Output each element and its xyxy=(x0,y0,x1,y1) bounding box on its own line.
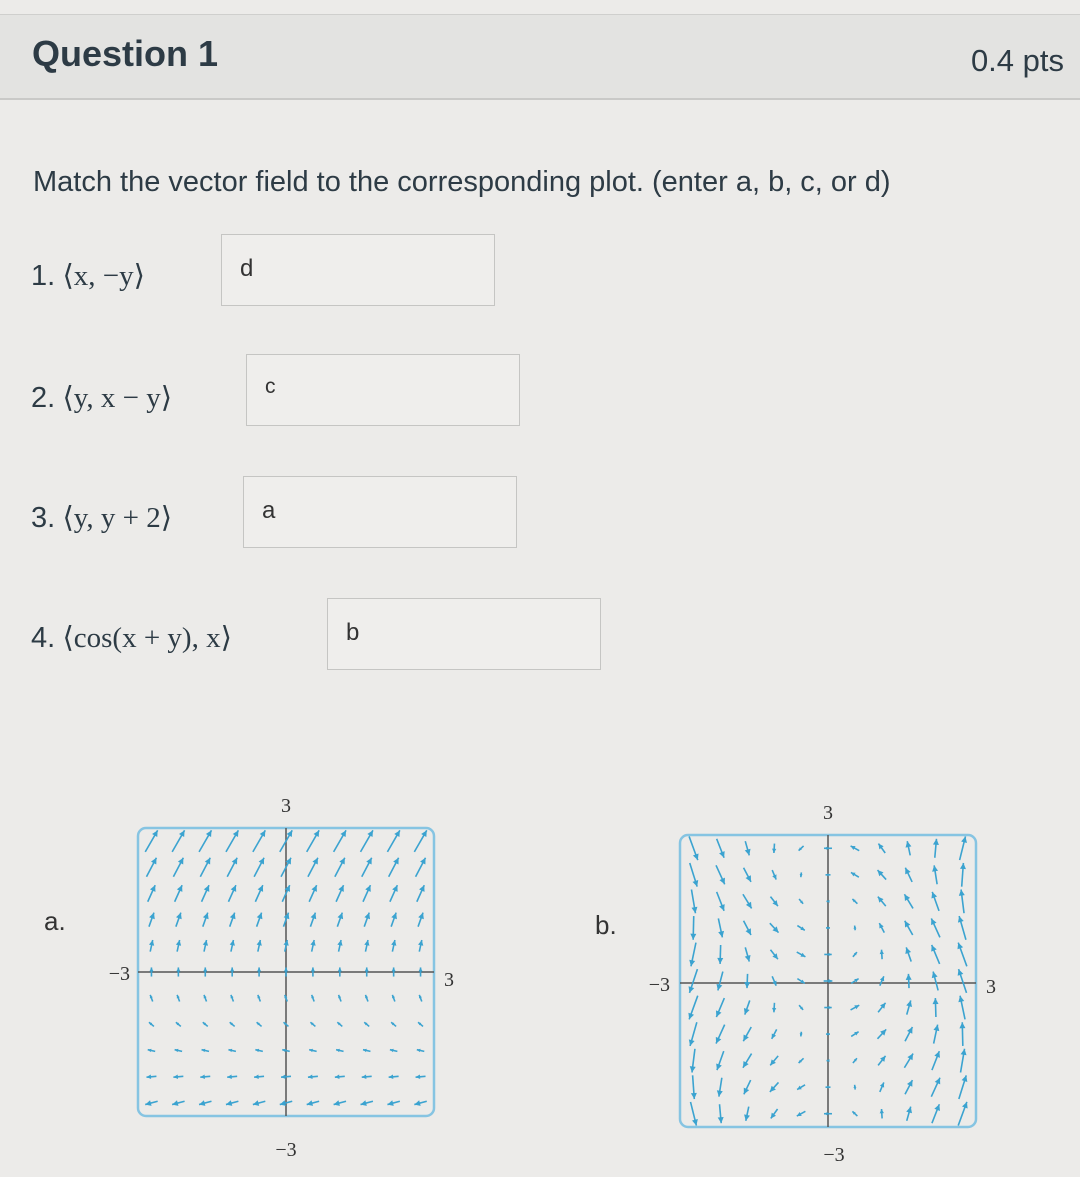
vector-arrowhead xyxy=(203,940,208,946)
vector-arrowhead xyxy=(146,1075,151,1079)
vector-arrowhead xyxy=(418,913,424,920)
vector-arrowhead xyxy=(257,913,263,920)
instructions: Match the vector field to the corresponding plot. (enter a, b, c, or d) xyxy=(33,166,891,198)
tick-label-bottom: −3 xyxy=(275,1139,297,1161)
vector-field-plot-a xyxy=(100,790,470,1170)
vector-arrowhead xyxy=(176,967,180,971)
vector-arrowhead xyxy=(905,947,911,954)
vector-arrowhead xyxy=(337,940,342,946)
item-2 xyxy=(31,380,172,415)
vector-arrowhead xyxy=(389,1075,394,1079)
question-header xyxy=(0,14,1080,100)
vector-field-label: ⟨y, y + 2⟩ xyxy=(62,502,173,534)
vector-arrowhead xyxy=(230,967,234,971)
answer-field-4[interactable]: b xyxy=(327,598,601,670)
vector-arrowhead xyxy=(933,839,939,845)
vector-field-plot-b xyxy=(640,795,1010,1175)
vector-arrowhead xyxy=(230,940,235,946)
vector-arrowhead xyxy=(933,1025,939,1031)
vector-arrowhead xyxy=(906,974,912,980)
vector-arrowhead xyxy=(744,1114,750,1120)
vector-arrowhead xyxy=(880,950,884,954)
tick-label-bottom: −3 xyxy=(823,1144,845,1166)
vector-arrowhead xyxy=(391,913,397,920)
vector-arrowhead xyxy=(227,1075,232,1079)
vector-arrowhead xyxy=(880,1109,884,1113)
vector-arrowhead xyxy=(392,967,396,971)
vector-arrowhead xyxy=(311,913,317,920)
vector-arrowhead xyxy=(203,967,207,971)
answer-field-2[interactable]: c xyxy=(246,354,520,426)
tick-label-left: −3 xyxy=(648,974,670,996)
vector-arrowhead xyxy=(335,1075,340,1079)
vector-arrowhead xyxy=(906,841,912,847)
vector-arrowhead xyxy=(257,967,261,971)
vector-arrowhead xyxy=(338,967,342,971)
item-number: 4. xyxy=(31,622,56,654)
plot-a-label: a. xyxy=(44,906,66,936)
vector-arrowhead xyxy=(960,863,966,869)
vector-arrowhead xyxy=(176,940,181,946)
item-1 xyxy=(31,258,145,293)
vector-arrowhead xyxy=(254,1075,259,1079)
vector-arrowhead xyxy=(365,967,369,971)
vector-arrowhead xyxy=(311,967,315,971)
vector-arrowhead xyxy=(418,940,423,946)
vector-arrowhead xyxy=(203,913,209,920)
tick-label-left: −3 xyxy=(108,963,130,985)
vector-arrowhead xyxy=(961,836,967,843)
vector-arrowhead xyxy=(416,1075,421,1079)
vector-arrowhead xyxy=(826,1086,829,1089)
answer-field-1[interactable]: d xyxy=(221,234,495,306)
vector-arrowhead xyxy=(200,1075,205,1079)
plot-b-label: b. xyxy=(595,910,617,940)
vector-arrowhead xyxy=(689,960,695,966)
vector-arrowhead xyxy=(257,940,262,946)
vector-arrowhead xyxy=(824,846,828,850)
item-number: 1. xyxy=(31,260,56,292)
question-points: 0.4 pts xyxy=(970,43,1064,78)
vector-arrowhead xyxy=(826,873,829,876)
vector-arrowhead xyxy=(824,1112,828,1116)
vector-arrowhead xyxy=(717,958,723,964)
vector-arrowhead xyxy=(281,1075,286,1079)
vector-arrowhead xyxy=(692,1119,698,1126)
vector-arrowhead xyxy=(828,953,831,956)
vector-arrowhead xyxy=(337,913,343,920)
tick-label-right: 3 xyxy=(986,976,996,998)
vector-field-label: ⟨y, x − y⟩ xyxy=(62,382,173,414)
vector-arrowhead xyxy=(364,940,369,946)
vector-arrowhead xyxy=(961,1049,967,1055)
vector-arrowhead xyxy=(744,982,750,988)
vector-arrowhead xyxy=(689,986,695,993)
vector-field-label: ⟨cos(x + y), x⟩ xyxy=(62,622,232,654)
vector-arrowhead xyxy=(418,967,422,971)
vector-arrowhead xyxy=(391,940,396,946)
vector-arrowhead xyxy=(284,967,288,971)
vector-arrowhead xyxy=(772,1008,776,1012)
tick-label-top: 3 xyxy=(823,802,833,824)
vector-arrowhead xyxy=(718,1117,724,1123)
vector-arrowhead xyxy=(690,934,696,940)
vector-arrowhead xyxy=(173,1075,178,1079)
item-number: 2. xyxy=(31,382,56,414)
vector-arrowhead xyxy=(933,998,939,1004)
vector-arrowhead xyxy=(958,996,964,1002)
item-4 xyxy=(31,620,232,655)
tick-label-top: 3 xyxy=(281,795,291,817)
item-3 xyxy=(31,500,172,535)
vector-arrowhead xyxy=(828,1006,831,1009)
vector-arrowhead xyxy=(176,913,182,920)
vector-arrowhead xyxy=(691,1093,697,1099)
vector-arrowhead xyxy=(958,969,964,976)
vector-arrowhead xyxy=(772,849,776,853)
tick-label-right: 3 xyxy=(444,969,454,991)
answer-field-3[interactable]: a xyxy=(243,476,517,548)
vector-arrowhead xyxy=(230,913,236,920)
item-number: 3. xyxy=(31,502,56,534)
vector-arrowhead xyxy=(959,1022,965,1028)
vector-arrowhead xyxy=(718,931,724,937)
vector-arrowhead xyxy=(149,913,155,920)
vector-field-label: ⟨x, −y⟩ xyxy=(62,260,145,292)
vector-arrowhead xyxy=(744,1008,750,1015)
vector-arrowhead xyxy=(364,913,370,920)
vector-arrowhead xyxy=(149,967,153,971)
question-title: Question 1 xyxy=(32,33,219,74)
vector-arrowhead xyxy=(691,907,697,913)
vector-arrowhead xyxy=(308,1075,313,1079)
vector-arrowhead xyxy=(310,940,315,946)
vector-arrowhead xyxy=(149,940,154,946)
vector-arrowhead xyxy=(362,1075,367,1079)
